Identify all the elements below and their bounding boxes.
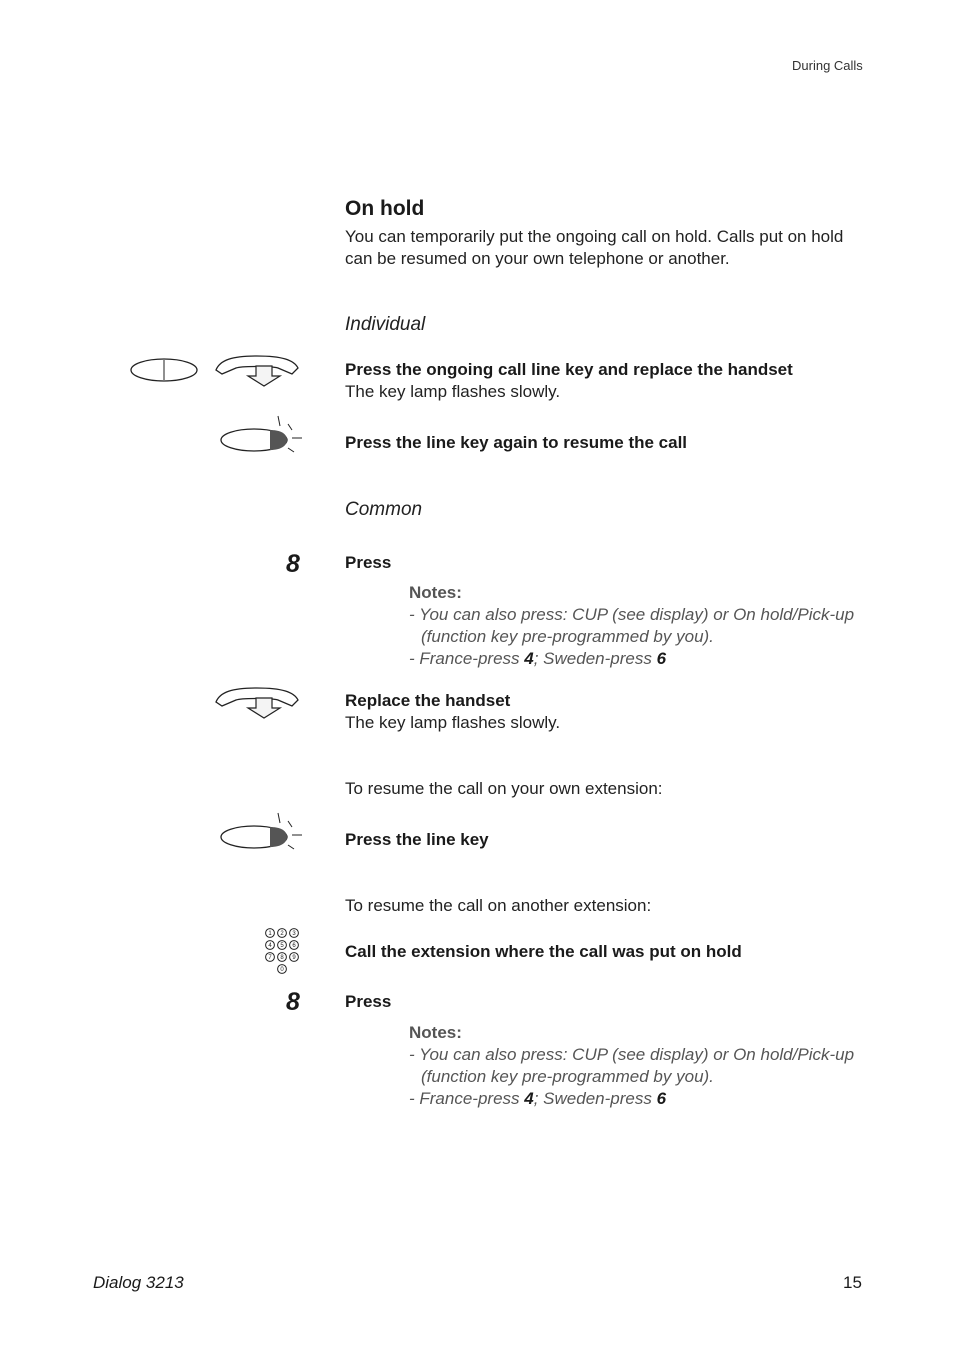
keypad-key (278, 941, 287, 950)
svg-text:6: 6 (292, 943, 296, 950)
footer-model: Dialog 3213 (93, 1273, 184, 1292)
key-8-icon: 8 (286, 550, 300, 578)
note-text: - France-press (409, 1089, 525, 1108)
svg-text:5: 5 (280, 943, 284, 950)
common-heading: Common (345, 499, 423, 520)
handset-down-icon (212, 684, 302, 720)
keypad-key (266, 941, 275, 950)
intro-paragraph: You can temporarily put the ongoing call on hold. Calls put on hold can be resumed on your own telephone or another. (345, 227, 844, 268)
keypad-key (266, 929, 275, 938)
note-line: - You can also press: CUP (see display) or On hold/Pick-up (409, 605, 855, 624)
flashing-line-key-icon (220, 809, 306, 853)
line-key-icon (130, 358, 200, 384)
svg-text:0: 0 (280, 967, 284, 974)
svg-text:9: 9 (292, 955, 296, 962)
keypad-key (290, 929, 299, 938)
keypad-key (278, 929, 287, 938)
note-text: - France-press (409, 649, 525, 668)
notes-block (409, 582, 879, 670)
notes-heading: Notes: (409, 1023, 462, 1042)
note-line (409, 648, 879, 670)
press-label: Press (345, 992, 392, 1011)
svg-text:7: 7 (268, 955, 272, 962)
step-press-line-key-replace: Press the ongoing call line key and replace the handset (345, 360, 793, 379)
press-label: Press (345, 553, 392, 572)
notes-block (409, 1022, 879, 1110)
notes-heading: Notes: (409, 583, 462, 602)
resume-other-text: To resume the call on another extension: (345, 896, 652, 915)
keypad-key (290, 953, 299, 962)
sweden-key: 6 (656, 1089, 667, 1108)
note-line: (function key pre-programmed by you). (421, 1067, 714, 1086)
keypad-icon (264, 927, 300, 975)
keypad-key (266, 953, 275, 962)
note-text: ; Sweden-press (533, 1089, 657, 1108)
svg-text:1: 1 (268, 931, 272, 938)
note-line: (function key pre-programmed by you). (421, 627, 714, 646)
note-text: ; Sweden-press (533, 649, 657, 668)
step-lamp-flashes: The key lamp flashes slowly. (345, 713, 561, 732)
individual-heading: Individual (345, 314, 426, 335)
handset-down-icon (212, 352, 302, 388)
keypad-key (290, 941, 299, 950)
step-press-line-key-again: Press the line key again to resume the call (345, 433, 688, 452)
svg-text:8: 8 (280, 955, 284, 962)
page-number: 15 (843, 1273, 862, 1292)
key-8-icon: 8 (286, 988, 300, 1016)
step-call-extension: Call the extension where the call was put on hold (345, 942, 742, 961)
france-key: 4 (524, 1089, 534, 1108)
step-replace-handset: Replace the handset (345, 691, 511, 710)
keypad-key (278, 965, 287, 974)
running-head: During Calls (792, 58, 863, 73)
note-line (409, 1088, 879, 1110)
page-title: On hold (345, 197, 425, 220)
svg-text:2: 2 (280, 931, 284, 938)
resume-own-text: To resume the call on your own extension: (345, 779, 663, 798)
step-lamp-flashes: The key lamp flashes slowly. (345, 382, 561, 401)
sweden-key: 6 (656, 649, 667, 668)
keypad-key (278, 953, 287, 962)
step-press-line-key: Press the line key (345, 830, 489, 849)
svg-text:4: 4 (268, 943, 272, 950)
svg-text:3: 3 (292, 931, 296, 938)
flashing-line-key-icon (220, 412, 306, 456)
note-line: - You can also press: CUP (see display) or On hold/Pick-up (409, 1045, 855, 1064)
france-key: 4 (524, 649, 534, 668)
